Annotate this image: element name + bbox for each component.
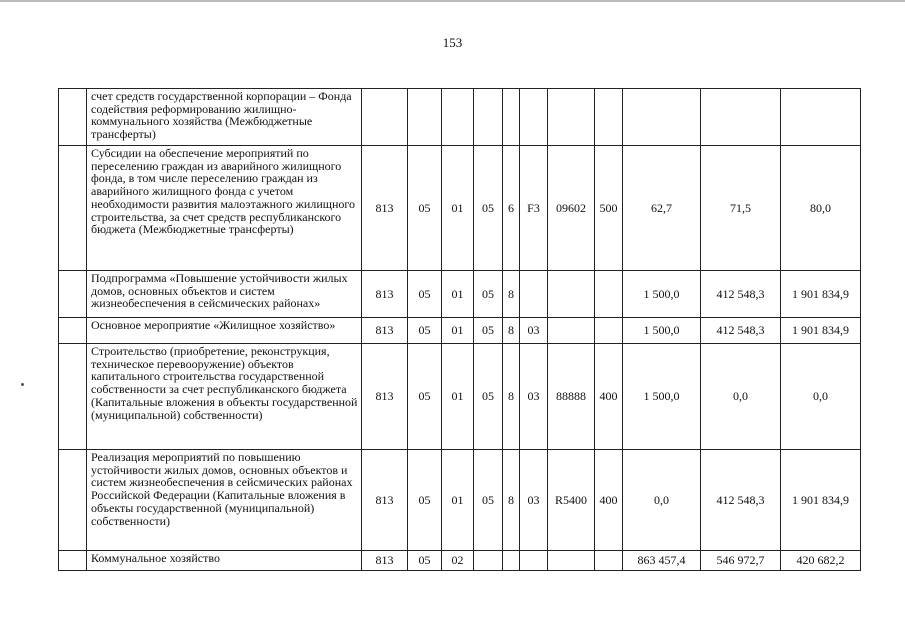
table-row [59, 551, 861, 571]
year1-amount: 62,7 [623, 146, 701, 271]
budget-table [58, 88, 861, 571]
blank-lead-cell [59, 271, 87, 318]
year1-amount: 863 457,4 [623, 551, 701, 571]
blank-lead-cell [59, 146, 87, 271]
year2-amount: 412 548,3 [701, 450, 781, 551]
direction-code: R5400 [548, 450, 595, 551]
expense-type: 400 [595, 344, 623, 450]
subsection-code: 01 [442, 318, 474, 344]
year1-amount [623, 89, 701, 146]
direction-code: 88888 [548, 344, 595, 450]
row-name: Строительство (приобретение, реконструкция, техническое перевооружение) объектов капитального строительства государственной собственности за счет республиканского бюджета (Капитальные вложения в объекты государственной (муниципальной) собственности) [87, 344, 362, 450]
subprogram-code: 8 [503, 318, 520, 344]
subprogram-code [503, 551, 520, 571]
row-name: счет средств государственной корпорации – Фонда содействия реформированию жилищно-коммунального хозяйства (Межбюджетные трансферты) [87, 89, 362, 146]
expense-type: 500 [595, 146, 623, 271]
program-code: 05 [474, 450, 503, 551]
year2-amount: 412 548,3 [701, 318, 781, 344]
subsection-code: 01 [442, 146, 474, 271]
subsection-code: 01 [442, 271, 474, 318]
event-code: 03 [520, 344, 548, 450]
event-code [520, 89, 548, 146]
year1-amount: 1 500,0 [623, 271, 701, 318]
program-code: 05 [474, 146, 503, 271]
grbs-code [362, 89, 408, 146]
grbs-code: 813 [362, 551, 408, 571]
table-row [59, 344, 861, 450]
year3-amount: 1 901 834,9 [781, 450, 861, 551]
subsection-code [442, 89, 474, 146]
row-name: Субсидии на обеспечение мероприятий по переселению граждан из аварийного жилищного фонда, в том числе переселению граждан из аварийного жилищного фонда с учетом необходимости развития малоэтажного жилищного строительства, за счет средств республиканского бюджета (Межбюджетные трансферты) [87, 146, 362, 271]
expense-type [595, 318, 623, 344]
grbs-code: 813 [362, 450, 408, 551]
subprogram-code: 8 [503, 344, 520, 450]
event-code: F3 [520, 146, 548, 271]
grbs-code: 813 [362, 271, 408, 318]
year2-amount: 546 972,7 [701, 551, 781, 571]
section-code: 05 [408, 271, 442, 318]
program-code: 05 [474, 318, 503, 344]
subprogram-code: 8 [503, 271, 520, 318]
blank-lead-cell [59, 318, 87, 344]
subprogram-code: 6 [503, 146, 520, 271]
subprogram-code: 8 [503, 450, 520, 551]
section-code: 05 [408, 450, 442, 551]
row-name: Коммунальное хозяйство [87, 551, 362, 571]
expense-type [595, 89, 623, 146]
year1-amount: 1 500,0 [623, 344, 701, 450]
top-border-line [0, 0, 905, 2]
scan-dot [21, 383, 24, 386]
section-code: 05 [408, 318, 442, 344]
row-name: Реализация мероприятий по повышению устойчивости жилых домов, основных объектов и систем жизнеобеспечения в сейсмических районах Российской Федерации (Капитальные вложения в объекты государственной (муниципальной) собственности) [87, 450, 362, 551]
year1-amount: 1 500,0 [623, 318, 701, 344]
direction-code [548, 318, 595, 344]
year3-amount [781, 89, 861, 146]
table-row [59, 450, 861, 551]
event-code [520, 271, 548, 318]
blank-lead-cell [59, 450, 87, 551]
subsection-code: 01 [442, 450, 474, 551]
section-code: 05 [408, 344, 442, 450]
program-code: 05 [474, 271, 503, 318]
subsection-code: 01 [442, 344, 474, 450]
blank-lead-cell [59, 344, 87, 450]
grbs-code: 813 [362, 318, 408, 344]
event-code [520, 551, 548, 571]
year1-amount: 0,0 [623, 450, 701, 551]
blank-lead-cell [59, 89, 87, 146]
program-code [474, 551, 503, 571]
year2-amount: 71,5 [701, 146, 781, 271]
subprogram-code [503, 89, 520, 146]
year3-amount: 1 901 834,9 [781, 318, 861, 344]
section-code: 05 [408, 551, 442, 571]
grbs-code: 813 [362, 146, 408, 271]
expense-type [595, 271, 623, 318]
year3-amount: 1 901 834,9 [781, 271, 861, 318]
table-row [59, 146, 861, 271]
table-row [59, 89, 861, 146]
section-code [408, 89, 442, 146]
event-code: 03 [520, 318, 548, 344]
direction-code: 09602 [548, 146, 595, 271]
section-code: 05 [408, 146, 442, 271]
program-code: 05 [474, 344, 503, 450]
program-code [474, 89, 503, 146]
expense-type [595, 551, 623, 571]
row-name: Подпрограмма «Повышение устойчивости жилых домов, основных объектов и систем жизнеобеспечения в сейсмических районах» [87, 271, 362, 318]
year3-amount: 0,0 [781, 344, 861, 450]
year2-amount [701, 89, 781, 146]
row-name: Основное мероприятие «Жилищное хозяйство» [87, 318, 362, 344]
year3-amount: 420 682,2 [781, 551, 861, 571]
year2-amount: 412 548,3 [701, 271, 781, 318]
direction-code [548, 551, 595, 571]
blank-lead-cell [59, 551, 87, 571]
table-row [59, 271, 861, 318]
grbs-code: 813 [362, 344, 408, 450]
direction-code [548, 89, 595, 146]
expense-type: 400 [595, 450, 623, 551]
direction-code [548, 271, 595, 318]
event-code: 03 [520, 450, 548, 551]
page-number: 153 [442, 35, 463, 50]
subsection-code: 02 [442, 551, 474, 571]
year2-amount: 0,0 [701, 344, 781, 450]
table-row [59, 318, 861, 344]
year3-amount: 80,0 [781, 146, 861, 271]
